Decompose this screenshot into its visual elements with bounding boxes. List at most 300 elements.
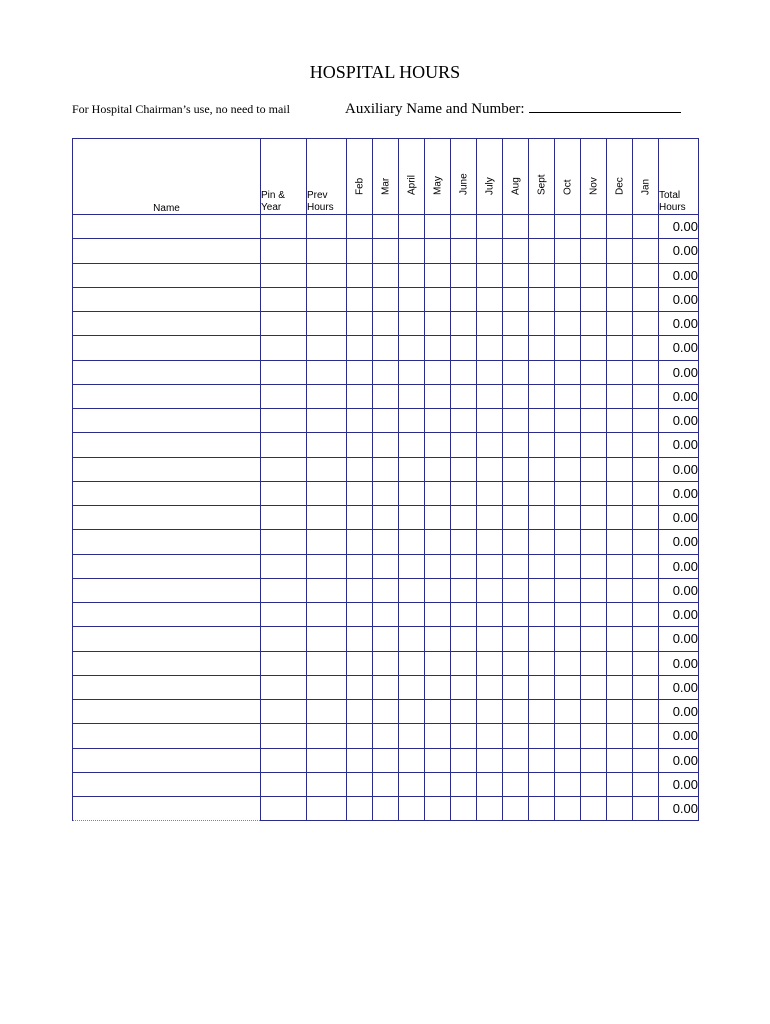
month-hours-cell[interactable] [503,336,529,360]
month-hours-cell[interactable] [451,675,477,699]
month-hours-cell[interactable] [425,724,451,748]
month-hours-cell[interactable] [503,700,529,724]
month-hours-cell[interactable] [607,384,633,408]
month-hours-cell[interactable] [503,409,529,433]
month-hours-cell[interactable] [425,457,451,481]
month-hours-cell[interactable] [451,530,477,554]
month-hours-cell[interactable] [503,384,529,408]
month-hours-cell[interactable] [373,457,399,481]
month-hours-cell[interactable] [347,336,373,360]
month-hours-cell[interactable] [607,554,633,578]
month-hours-cell[interactable] [633,554,659,578]
month-hours-cell[interactable] [425,578,451,602]
month-hours-cell[interactable] [373,651,399,675]
month-hours-cell[interactable] [425,239,451,263]
month-hours-cell[interactable] [373,627,399,651]
month-hours-cell[interactable] [477,675,503,699]
month-hours-cell[interactable] [581,700,607,724]
month-hours-cell[interactable] [529,239,555,263]
month-hours-cell[interactable] [581,215,607,239]
month-hours-cell[interactable] [347,578,373,602]
month-hours-cell[interactable] [373,336,399,360]
month-hours-cell[interactable] [477,457,503,481]
month-hours-cell[interactable] [529,797,555,821]
month-hours-cell[interactable] [581,748,607,772]
month-hours-cell[interactable] [373,481,399,505]
month-hours-cell[interactable] [425,603,451,627]
month-hours-cell[interactable] [477,287,503,311]
month-hours-cell[interactable] [347,554,373,578]
month-hours-cell[interactable] [451,506,477,530]
month-hours-cell[interactable] [607,748,633,772]
month-hours-cell[interactable] [503,530,529,554]
name-cell[interactable] [73,772,261,796]
month-hours-cell[interactable] [503,287,529,311]
month-hours-cell[interactable] [373,603,399,627]
month-hours-cell[interactable] [581,287,607,311]
month-hours-cell[interactable] [451,263,477,287]
pin-year-cell[interactable] [261,651,307,675]
name-cell[interactable] [73,336,261,360]
month-hours-cell[interactable] [555,772,581,796]
month-hours-cell[interactable] [451,700,477,724]
month-hours-cell[interactable] [373,409,399,433]
month-hours-cell[interactable] [581,530,607,554]
month-hours-cell[interactable] [451,409,477,433]
month-hours-cell[interactable] [477,336,503,360]
month-hours-cell[interactable] [581,336,607,360]
month-hours-cell[interactable] [633,651,659,675]
month-hours-cell[interactable] [633,433,659,457]
month-hours-cell[interactable] [633,506,659,530]
name-cell[interactable] [73,651,261,675]
month-hours-cell[interactable] [477,700,503,724]
month-hours-cell[interactable] [503,239,529,263]
month-hours-cell[interactable] [529,263,555,287]
month-hours-cell[interactable] [477,578,503,602]
month-hours-cell[interactable] [633,239,659,263]
month-hours-cell[interactable] [399,748,425,772]
month-hours-cell[interactable] [581,239,607,263]
name-cell[interactable] [73,384,261,408]
month-hours-cell[interactable] [373,360,399,384]
month-hours-cell[interactable] [581,772,607,796]
month-hours-cell[interactable] [503,675,529,699]
pin-year-cell[interactable] [261,530,307,554]
month-hours-cell[interactable] [529,748,555,772]
pin-year-cell[interactable] [261,554,307,578]
name-cell[interactable] [73,409,261,433]
month-hours-cell[interactable] [451,215,477,239]
month-hours-cell[interactable] [607,215,633,239]
month-hours-cell[interactable] [503,215,529,239]
month-hours-cell[interactable] [373,578,399,602]
month-hours-cell[interactable] [399,627,425,651]
month-hours-cell[interactable] [555,700,581,724]
month-hours-cell[interactable] [607,724,633,748]
month-hours-cell[interactable] [529,627,555,651]
name-cell[interactable] [73,675,261,699]
month-hours-cell[interactable] [555,530,581,554]
pin-year-cell[interactable] [261,287,307,311]
month-hours-cell[interactable] [633,336,659,360]
month-hours-cell[interactable] [373,287,399,311]
month-hours-cell[interactable] [373,748,399,772]
name-cell[interactable] [73,215,261,239]
prev-hours-cell[interactable] [307,409,347,433]
month-hours-cell[interactable] [555,360,581,384]
month-hours-cell[interactable] [607,578,633,602]
month-hours-cell[interactable] [607,312,633,336]
month-hours-cell[interactable] [425,651,451,675]
month-hours-cell[interactable] [529,603,555,627]
month-hours-cell[interactable] [529,675,555,699]
month-hours-cell[interactable] [477,530,503,554]
name-cell[interactable] [73,481,261,505]
month-hours-cell[interactable] [555,724,581,748]
pin-year-cell[interactable] [261,239,307,263]
month-hours-cell[interactable] [633,263,659,287]
month-hours-cell[interactable] [425,627,451,651]
month-hours-cell[interactable] [399,506,425,530]
pin-year-cell[interactable] [261,312,307,336]
month-hours-cell[interactable] [477,312,503,336]
month-hours-cell[interactable] [477,433,503,457]
month-hours-cell[interactable] [555,627,581,651]
month-hours-cell[interactable] [373,797,399,821]
month-hours-cell[interactable] [555,336,581,360]
month-hours-cell[interactable] [555,748,581,772]
prev-hours-cell[interactable] [307,287,347,311]
month-hours-cell[interactable] [529,360,555,384]
month-hours-cell[interactable] [399,263,425,287]
month-hours-cell[interactable] [633,748,659,772]
month-hours-cell[interactable] [633,384,659,408]
month-hours-cell[interactable] [373,554,399,578]
month-hours-cell[interactable] [529,312,555,336]
name-cell[interactable] [73,239,261,263]
month-hours-cell[interactable] [347,239,373,263]
pin-year-cell[interactable] [261,409,307,433]
name-cell[interactable] [73,724,261,748]
prev-hours-cell[interactable] [307,239,347,263]
month-hours-cell[interactable] [607,675,633,699]
month-hours-cell[interactable] [425,675,451,699]
month-hours-cell[interactable] [425,336,451,360]
month-hours-cell[interactable] [607,336,633,360]
month-hours-cell[interactable] [399,724,425,748]
name-cell[interactable] [73,627,261,651]
month-hours-cell[interactable] [503,578,529,602]
pin-year-cell[interactable] [261,700,307,724]
month-hours-cell[interactable] [477,724,503,748]
month-hours-cell[interactable] [503,603,529,627]
month-hours-cell[interactable] [451,384,477,408]
month-hours-cell[interactable] [347,748,373,772]
month-hours-cell[interactable] [477,360,503,384]
month-hours-cell[interactable] [581,578,607,602]
month-hours-cell[interactable] [581,312,607,336]
month-hours-cell[interactable] [633,724,659,748]
month-hours-cell[interactable] [607,287,633,311]
month-hours-cell[interactable] [451,312,477,336]
month-hours-cell[interactable] [503,481,529,505]
month-hours-cell[interactable] [373,215,399,239]
prev-hours-cell[interactable] [307,651,347,675]
month-hours-cell[interactable] [451,457,477,481]
pin-year-cell[interactable] [261,772,307,796]
name-cell[interactable] [73,554,261,578]
name-cell[interactable] [73,287,261,311]
month-hours-cell[interactable] [451,239,477,263]
prev-hours-cell[interactable] [307,772,347,796]
month-hours-cell[interactable] [529,457,555,481]
month-hours-cell[interactable] [503,433,529,457]
month-hours-cell[interactable] [607,530,633,554]
prev-hours-cell[interactable] [307,603,347,627]
pin-year-cell[interactable] [261,627,307,651]
month-hours-cell[interactable] [555,384,581,408]
month-hours-cell[interactable] [555,603,581,627]
prev-hours-cell[interactable] [307,433,347,457]
pin-year-cell[interactable] [261,360,307,384]
month-hours-cell[interactable] [477,239,503,263]
month-hours-cell[interactable] [555,263,581,287]
month-hours-cell[interactable] [425,384,451,408]
month-hours-cell[interactable] [633,675,659,699]
month-hours-cell[interactable] [347,312,373,336]
month-hours-cell[interactable] [529,409,555,433]
month-hours-cell[interactable] [529,506,555,530]
month-hours-cell[interactable] [373,772,399,796]
month-hours-cell[interactable] [633,578,659,602]
month-hours-cell[interactable] [633,312,659,336]
prev-hours-cell[interactable] [307,554,347,578]
month-hours-cell[interactable] [607,603,633,627]
month-hours-cell[interactable] [581,433,607,457]
month-hours-cell[interactable] [633,481,659,505]
month-hours-cell[interactable] [477,603,503,627]
month-hours-cell[interactable] [581,651,607,675]
month-hours-cell[interactable] [399,384,425,408]
pin-year-cell[interactable] [261,433,307,457]
month-hours-cell[interactable] [451,287,477,311]
month-hours-cell[interactable] [451,481,477,505]
prev-hours-cell[interactable] [307,312,347,336]
prev-hours-cell[interactable] [307,457,347,481]
month-hours-cell[interactable] [451,797,477,821]
prev-hours-cell[interactable] [307,700,347,724]
month-hours-cell[interactable] [529,651,555,675]
month-hours-cell[interactable] [633,797,659,821]
month-hours-cell[interactable] [347,627,373,651]
month-hours-cell[interactable] [607,506,633,530]
month-hours-cell[interactable] [607,797,633,821]
month-hours-cell[interactable] [529,384,555,408]
month-hours-cell[interactable] [347,433,373,457]
month-hours-cell[interactable] [451,748,477,772]
month-hours-cell[interactable] [503,506,529,530]
month-hours-cell[interactable] [347,360,373,384]
month-hours-cell[interactable] [477,215,503,239]
month-hours-cell[interactable] [425,287,451,311]
name-cell[interactable] [73,603,261,627]
pin-year-cell[interactable] [261,481,307,505]
month-hours-cell[interactable] [581,384,607,408]
month-hours-cell[interactable] [607,627,633,651]
prev-hours-cell[interactable] [307,481,347,505]
prev-hours-cell[interactable] [307,215,347,239]
month-hours-cell[interactable] [477,748,503,772]
prev-hours-cell[interactable] [307,724,347,748]
month-hours-cell[interactable] [477,409,503,433]
month-hours-cell[interactable] [581,797,607,821]
pin-year-cell[interactable] [261,263,307,287]
month-hours-cell[interactable] [347,409,373,433]
month-hours-cell[interactable] [347,724,373,748]
month-hours-cell[interactable] [555,312,581,336]
month-hours-cell[interactable] [399,360,425,384]
month-hours-cell[interactable] [347,651,373,675]
month-hours-cell[interactable] [399,215,425,239]
month-hours-cell[interactable] [373,239,399,263]
month-hours-cell[interactable] [581,360,607,384]
pin-year-cell[interactable] [261,603,307,627]
month-hours-cell[interactable] [373,263,399,287]
month-hours-cell[interactable] [347,481,373,505]
pin-year-cell[interactable] [261,748,307,772]
month-hours-cell[interactable] [529,215,555,239]
month-hours-cell[interactable] [529,772,555,796]
month-hours-cell[interactable] [581,554,607,578]
prev-hours-cell[interactable] [307,530,347,554]
month-hours-cell[interactable] [503,312,529,336]
month-hours-cell[interactable] [529,724,555,748]
month-hours-cell[interactable] [633,603,659,627]
month-hours-cell[interactable] [425,409,451,433]
month-hours-cell[interactable] [477,481,503,505]
month-hours-cell[interactable] [399,481,425,505]
prev-hours-cell[interactable] [307,627,347,651]
prev-hours-cell[interactable] [307,797,347,821]
month-hours-cell[interactable] [347,215,373,239]
pin-year-cell[interactable] [261,675,307,699]
month-hours-cell[interactable] [451,772,477,796]
month-hours-cell[interactable] [581,603,607,627]
month-hours-cell[interactable] [581,675,607,699]
month-hours-cell[interactable] [425,797,451,821]
month-hours-cell[interactable] [399,578,425,602]
month-hours-cell[interactable] [425,506,451,530]
month-hours-cell[interactable] [503,554,529,578]
name-cell[interactable] [73,700,261,724]
name-cell[interactable] [73,433,261,457]
month-hours-cell[interactable] [477,651,503,675]
month-hours-cell[interactable] [347,797,373,821]
month-hours-cell[interactable] [347,263,373,287]
prev-hours-cell[interactable] [307,675,347,699]
month-hours-cell[interactable] [347,700,373,724]
month-hours-cell[interactable] [399,700,425,724]
month-hours-cell[interactable] [399,433,425,457]
month-hours-cell[interactable] [555,554,581,578]
month-hours-cell[interactable] [607,409,633,433]
month-hours-cell[interactable] [425,433,451,457]
month-hours-cell[interactable] [425,263,451,287]
month-hours-cell[interactable] [607,651,633,675]
name-cell[interactable] [73,312,261,336]
month-hours-cell[interactable] [555,506,581,530]
month-hours-cell[interactable] [399,797,425,821]
pin-year-cell[interactable] [261,384,307,408]
month-hours-cell[interactable] [633,287,659,311]
month-hours-cell[interactable] [425,530,451,554]
month-hours-cell[interactable] [503,263,529,287]
month-hours-cell[interactable] [477,506,503,530]
month-hours-cell[interactable] [503,457,529,481]
month-hours-cell[interactable] [399,239,425,263]
month-hours-cell[interactable] [347,530,373,554]
month-hours-cell[interactable] [633,530,659,554]
month-hours-cell[interactable] [477,627,503,651]
month-hours-cell[interactable] [529,287,555,311]
month-hours-cell[interactable] [399,312,425,336]
month-hours-cell[interactable] [607,263,633,287]
month-hours-cell[interactable] [399,603,425,627]
month-hours-cell[interactable] [555,675,581,699]
month-hours-cell[interactable] [451,603,477,627]
month-hours-cell[interactable] [555,578,581,602]
month-hours-cell[interactable] [633,627,659,651]
name-cell[interactable] [73,578,261,602]
month-hours-cell[interactable] [399,651,425,675]
month-hours-cell[interactable] [581,627,607,651]
prev-hours-cell[interactable] [307,263,347,287]
month-hours-cell[interactable] [503,360,529,384]
month-hours-cell[interactable] [399,457,425,481]
month-hours-cell[interactable] [581,263,607,287]
pin-year-cell[interactable] [261,724,307,748]
month-hours-cell[interactable] [555,409,581,433]
pin-year-cell[interactable] [261,578,307,602]
name-cell[interactable] [73,360,261,384]
month-hours-cell[interactable] [477,772,503,796]
month-hours-cell[interactable] [425,554,451,578]
month-hours-cell[interactable] [581,409,607,433]
month-hours-cell[interactable] [425,700,451,724]
month-hours-cell[interactable] [373,433,399,457]
month-hours-cell[interactable] [373,530,399,554]
month-hours-cell[interactable] [373,384,399,408]
month-hours-cell[interactable] [633,457,659,481]
month-hours-cell[interactable] [399,675,425,699]
prev-hours-cell[interactable] [307,578,347,602]
month-hours-cell[interactable] [503,797,529,821]
month-hours-cell[interactable] [555,457,581,481]
month-hours-cell[interactable] [425,772,451,796]
name-cell[interactable] [73,506,261,530]
month-hours-cell[interactable] [347,287,373,311]
pin-year-cell[interactable] [261,797,307,821]
prev-hours-cell[interactable] [307,748,347,772]
month-hours-cell[interactable] [581,506,607,530]
month-hours-cell[interactable] [503,772,529,796]
month-hours-cell[interactable] [503,748,529,772]
month-hours-cell[interactable] [373,312,399,336]
month-hours-cell[interactable] [347,457,373,481]
name-cell[interactable] [73,263,261,287]
month-hours-cell[interactable] [633,409,659,433]
